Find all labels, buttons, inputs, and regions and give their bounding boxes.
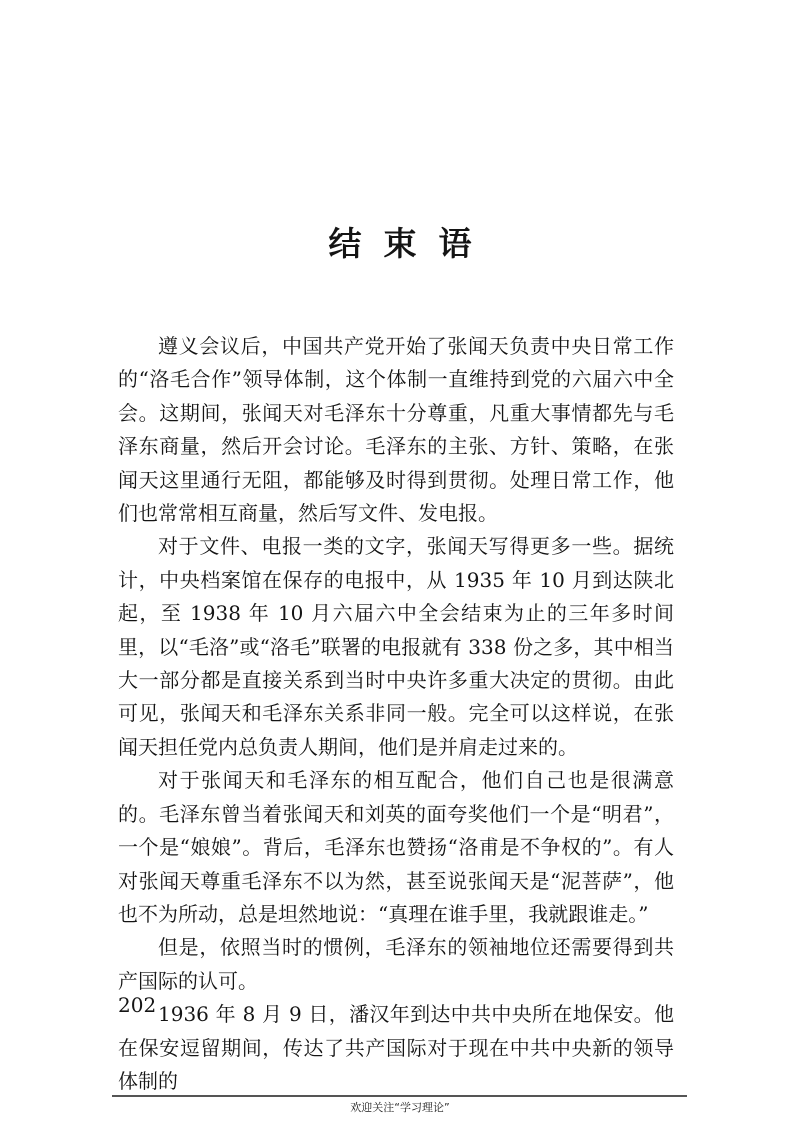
chapter-title: 结束语: [328, 224, 494, 263]
paragraph-4: 但是，依照当时的惯例，毛泽东的领袖地位还需要得到共产国际的认可。: [118, 935, 674, 993]
body-text: [118, 330, 674, 1098]
paragraph-2: 对于文件、电报一类的文字，张闻天写得更多一些。据统计，中央档案馆在保存的电报中，从 1935 年 10 月到达陕北起，至 1938 年 10 月六届六中全会结束为止的三年多时间里，以“毛洛”或“洛毛”联署的电报就有 338 份之多，其中相当大一部分都是直接关系到当时中央许多重大决定的贯彻。由此可见，张闻天和毛泽东关系非同一般。完全可以这样说，在张闻天担任党内总负责人期间，他们是并肩走过来的。: [118, 534, 674, 759]
footer-note: 欢迎关注“学习理论”: [350, 1101, 450, 1114]
page-number: 202: [118, 993, 157, 1017]
paragraph-1: 遵义会议后，中国共产党开始了张闻天负责中央日常工作的“洛毛合作”领导体制，这个体制一直维持到党的六届六中全会。这期间，张闻天对毛泽东十分尊重，凡重大事情都先与毛泽东商量，然后开会讨论。毛泽东的主张、方针、策略，在张闻天这里通行无阻，都能够及时得到贯彻。处理日常工作，他们也常常相互商量，然后写文件、发电报。: [118, 334, 674, 526]
paragraph-5: 1936 年 8 月 9 日，潘汉年到达中共中央所在地保安。他在保安逗留期间，传达了共产国际对于现在中共中央新的领导体制的: [118, 1002, 674, 1093]
paragraph-3: 对于张闻天和毛泽东的相互配合，他们自己也是很满意的。毛泽东曾当着张闻天和刘英的面夸奖他们一个是“明君”，一个是“娘娘”。背后，毛泽东也赞扬“洛甫是不争权的”。有人对张闻天尊重毛泽东不以为然，甚至说张闻天是“泥菩萨”，他也不为所动，总是坦然地说：“真理在谁手里，我就跟谁走。”: [118, 768, 674, 926]
footer-divider: [112, 1095, 687, 1097]
